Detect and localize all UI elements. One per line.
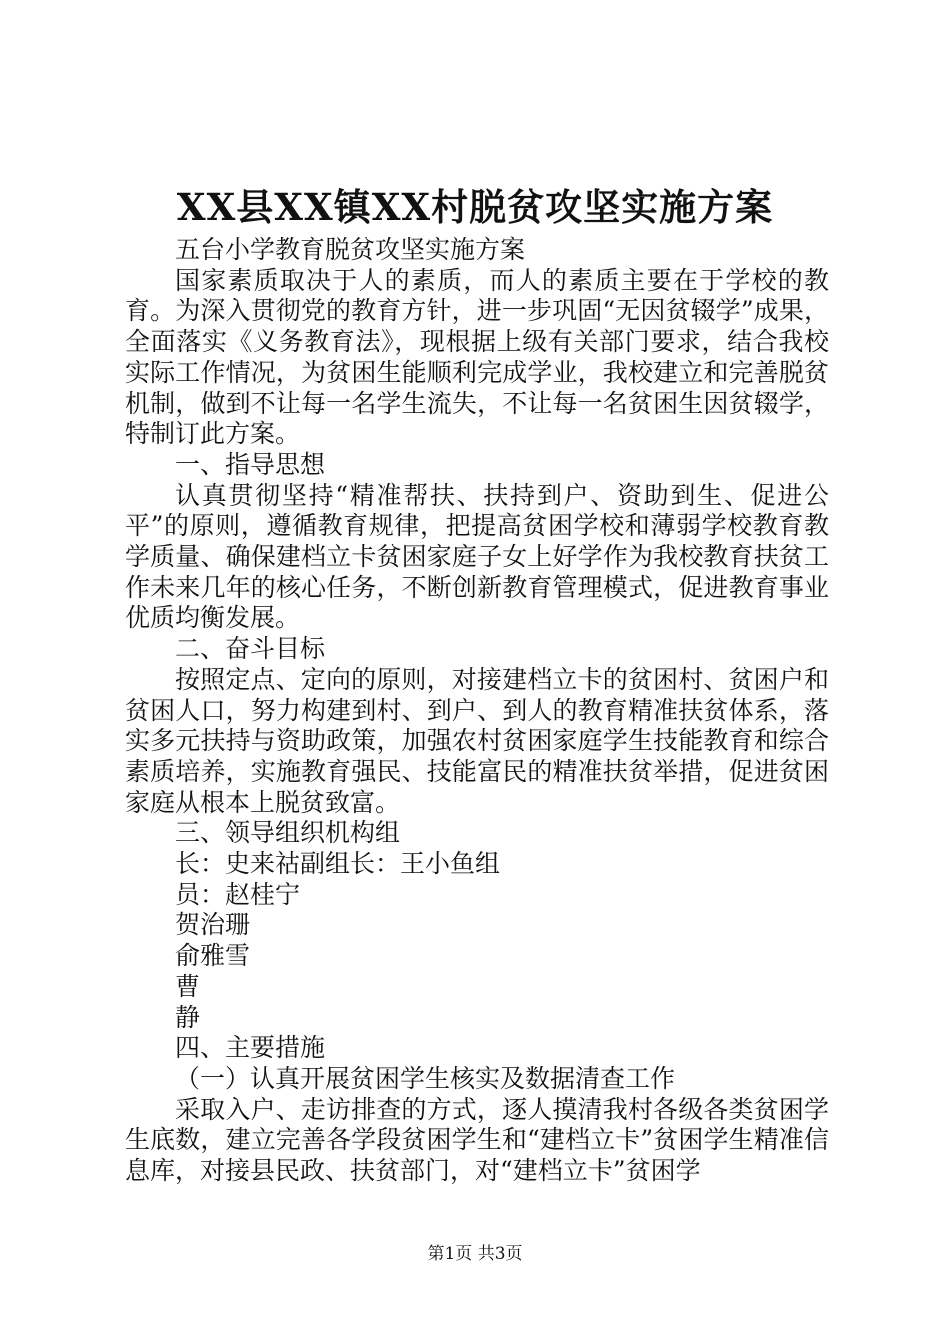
document-body: [125, 235, 829, 1187]
leadership-line: 员：赵桂宁: [175, 879, 301, 909]
section-heading-goals: 二、奋斗目标: [175, 634, 326, 664]
leadership-member: 曹: [175, 971, 201, 1001]
intro-paragraph: 国家素质取决于人的素质，而人的素质主要在于学校的教育。为深入贯彻党的教育方针，进一步巩固“无因贫辍学”成果，全面落实《义务教育法》，现根据上级有关部门要求，结合我校实际工作情况，为贫困生能顺利完成学业，我校建立和完善脱贫机制，做到不让每一名学生流失，不让每一名贫困生因贫辍学，特制订此方案。: [125, 265, 829, 449]
verification-paragraph: 采取入户、走访排查的方式，逐人摸清我村各级各类贫困学生底数，建立完善各学段贫困学生和“建档立卡”贫困学生精准信息库，对接县民政、扶贫部门，对“建档立卡”贫困学: [125, 1094, 829, 1186]
goals-paragraph: 按照定点、定向的原则，对接建档立卡的贫困村、贫困户和贫困人口，努力构建到村、到户、到人的教育精准扶贫体系，落实多元扶持与资助政策，加强农村贫困家庭学生技能教育和综合素质培养，实施教育强民、技能富民的精准扶贫举措，促进贫困家庭从根本上脱贫致富。: [125, 664, 829, 817]
subtitle-paragraph: 五台小学教育脱贫攻坚实施方案: [175, 235, 526, 264]
document-title: XX县XX镇XX村脱贫攻坚实施方案: [176, 185, 774, 229]
leadership-member: 贺治珊: [175, 910, 251, 940]
section-heading-leadership: 三、领导组织机构组: [175, 818, 401, 848]
guiding-ideology-paragraph: 认真贯彻坚持“精准帮扶、扶持到户、资助到生、促进公平”的原则，遵循教育规律，把提高贫困学校和薄弱学校教育教学质量、确保建档立卡贫困家庭子女上好学作为我校教育扶贫工作未来几年的核心任务，不断创新教育管理模式，促进教育事业优质均衡发展。: [125, 480, 829, 633]
section-heading-measures: 四、主要措施: [175, 1033, 326, 1063]
leadership-line: 长：史来祜副组长：王小鱼组: [175, 849, 501, 879]
page-footer: 第1页 共3页: [427, 1244, 523, 1264]
section-heading-guiding-ideology: 一、指导思想: [175, 449, 326, 479]
subsection-heading-verification: （一）认真开展贫困学生核实及数据清查工作: [175, 1063, 676, 1093]
leadership-member: 俞雅雪: [175, 941, 251, 971]
leadership-member: 静: [175, 1002, 201, 1032]
